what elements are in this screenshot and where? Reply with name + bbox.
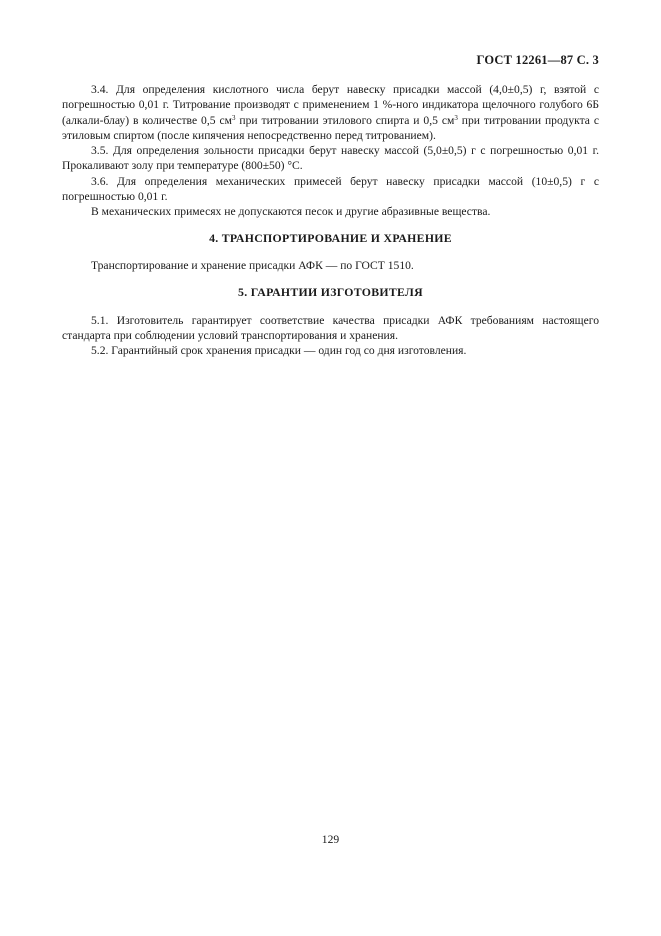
paragraph-3-4-text-c: при титровании продукта с этиловым спиртом (после кипячения непосредственно перед титрованием). xyxy=(62,113,600,142)
superscript-3: 3 xyxy=(231,113,236,122)
paragraph-3-4 xyxy=(62,82,599,143)
document-header: ГОСТ 12261—87 С. 3 xyxy=(476,53,599,67)
paragraph-3-4-text: 3.4. Для определения кислотного числа берут навеску присадки массой (4,0±0,5) г, взятой с погрешностью 0,01 г. Титрование производят с применением 1 %-ного индикатора щелочного голубого 6Б (алкали-блау) в количестве 0,5 см xyxy=(62,83,599,127)
page-number: 129 xyxy=(321,833,340,846)
section-4-heading: 4. ТРАНСПОРТИРОВАНИЕ И ХРАНЕНИЕ xyxy=(209,230,452,245)
paragraph-3-5: 3.5. Для определения зольности присадки берут навеску массой (5,0±0,5) г с погрешностью 0,01 г. Прокаливают золу при температуре (800±50) °С. xyxy=(62,144,599,173)
superscript-3: 3 xyxy=(454,113,458,122)
paragraph-mechanical-impurities: В механических примесях не допускаются песок и другие абразивные вещества. xyxy=(91,205,491,219)
document-page xyxy=(62,0,599,936)
document-body xyxy=(62,82,599,358)
paragraph-3-4-text-b: при титровании этилового спирта и 0,5 см xyxy=(235,113,455,127)
section-5-heading: 5. ГАРАНТИИ ИЗГОТОВИТЕЛЯ xyxy=(238,285,423,300)
paragraph-section-4: Транспортирование и хранение присадки АФК — по ГОСТ 1510. xyxy=(91,258,414,272)
paragraph-3-6: 3.6. Для определения механических примесей берут навеску присадки массой (10±0,5) г с погрешностью 0,01 г. xyxy=(62,174,599,204)
paragraph-5-1: 5.1. Изготовитель гарантирует соответствие качества присадки АФК требованиям настоящего стандарта при соблюдении условий транспортирования и хранения. xyxy=(62,313,599,342)
paragraph-5-2: 5.2. Гарантийный срок хранения присадки — один год со дня изготовления. xyxy=(91,344,467,358)
